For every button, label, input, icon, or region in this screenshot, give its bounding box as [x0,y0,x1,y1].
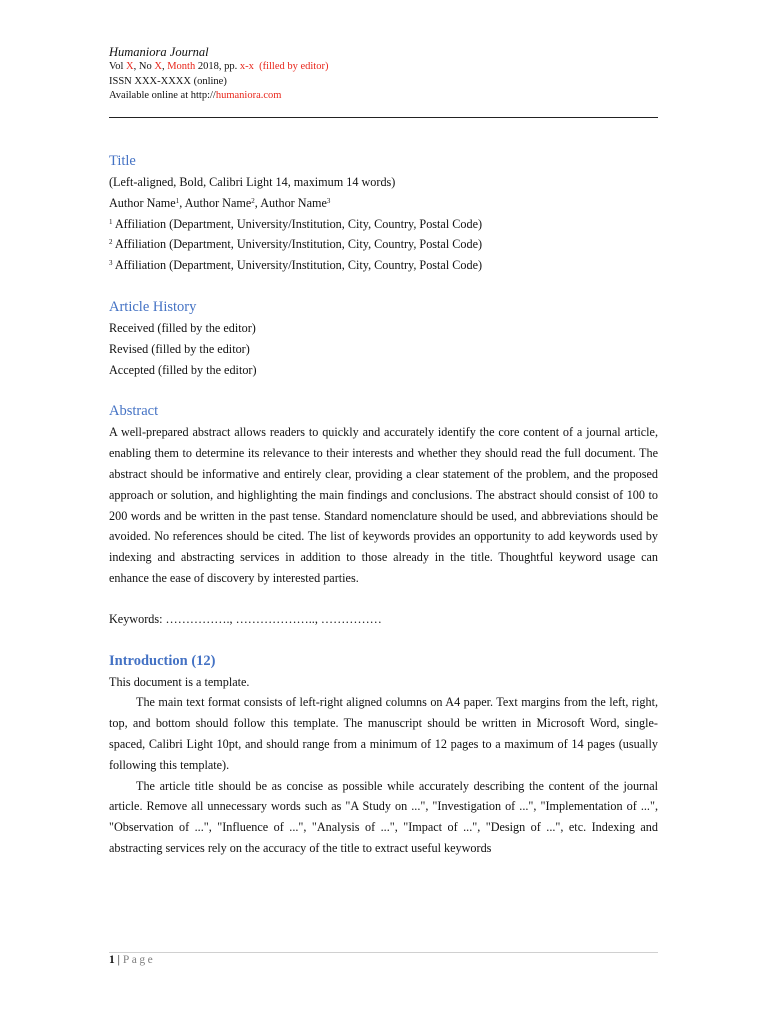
author-names: Author Name$^1$, Author Name$^2$, Author Name$^3$ [109,195,331,210]
filled-by-editor-note: (filled by editor) [259,61,329,72]
title-heading: Title [109,153,136,169]
introduction-heading: Introduction (12) [109,652,216,669]
received-line: Received (filled by the editor) [109,320,256,335]
journal-name: Humaniora Journal [109,45,209,59]
introduction-first-line: This document is a template. [109,674,250,689]
article-history-heading: Article History [109,298,197,315]
page-label: Page [122,954,156,966]
affiliation-line: $^1$ Affiliation (Department, University/Institution, City, Country, Postal Code) [109,216,483,231]
page-number: 1 [109,954,115,966]
article-body [109,150,658,859]
issn-line: ISSN XXX-XXXX (online) [109,75,227,87]
volume-line: Vol X, No X, Month 2018, pp. x-x (filled by editor) [109,61,329,72]
header-divider [109,117,658,118]
journal-header [109,44,659,104]
pages-range: x-x [239,61,254,72]
accepted-line: Accepted (filled by the editor) [109,362,257,377]
affiliation-line: $^2$ Affiliation (Department, University/Institution, City, Country, Postal Code) [109,237,483,252]
title-description: (Left-aligned, Bold, Calibri Light 14, maximum 14 words) [109,175,396,189]
footer-separator: | [114,954,123,966]
footer-divider [109,952,658,953]
month-value: Month [167,61,196,72]
abstract-text: A well-prepared abstract allows readers to quickly and accurately identify the core content of a journal article, enabling them to determine its relevance to their interests and whether they should read the full document. The abstract should be informative and entirely clear, providing a clear statement of the problem, and the proposed approach or solution, and highlighting the main findings and conclusions. The abstract should consist of 100 to 200 words and be written in the past tense. Standard nomenclature should be used, and abbreviations should be avoided. No references should be cited. The list of keywords provides an opportunity to add keywords used by indexing and abstracting services in addition to those already in the title. Thoughtful keyword usage can enhance the ease of discovery by interested parties. [109,425,658,585]
number-value: X [154,61,162,72]
abstract-heading: Abstract [109,403,159,420]
introduction-paragraph: The main text format consists of left-right aligned columns on A4 paper. Text margins from the left, right, top, and bottom should follow this template. The manuscript should be written in Microsoft Word, single-spaced, Calibri Light 10pt, and should range from a minimum of 12 pages to a maximum of 14 pages (usually following this template). [109,695,658,772]
introduction-paragraph: The article title should be as concise as possible while accurately describing the content of the journal article. Remove all unnecessary words such as "A Study on ...", "Investigation of ...", "Implementation of ...", "Observation of ...", "Influence of ...", "Analysis of ...", "Impact of ...", "Design of ...", etc. Indexing and abstracting services rely on the accuracy of the title to extract useful keywords [109,778,658,855]
affiliation-line: $^3$ Affiliation (Department, University/Institution, City, Country, Postal Code) [109,258,483,273]
availability-line: Available online at http://humaniora.com [109,90,282,101]
page-footer [109,953,155,967]
volume-value: X [126,61,134,72]
journal-url[interactable]: humaniora.com [215,90,282,101]
keywords-line: Keywords: ……………., ……………….., …………… [109,611,382,626]
revised-line: Revised (filled by the editor) [109,341,250,356]
